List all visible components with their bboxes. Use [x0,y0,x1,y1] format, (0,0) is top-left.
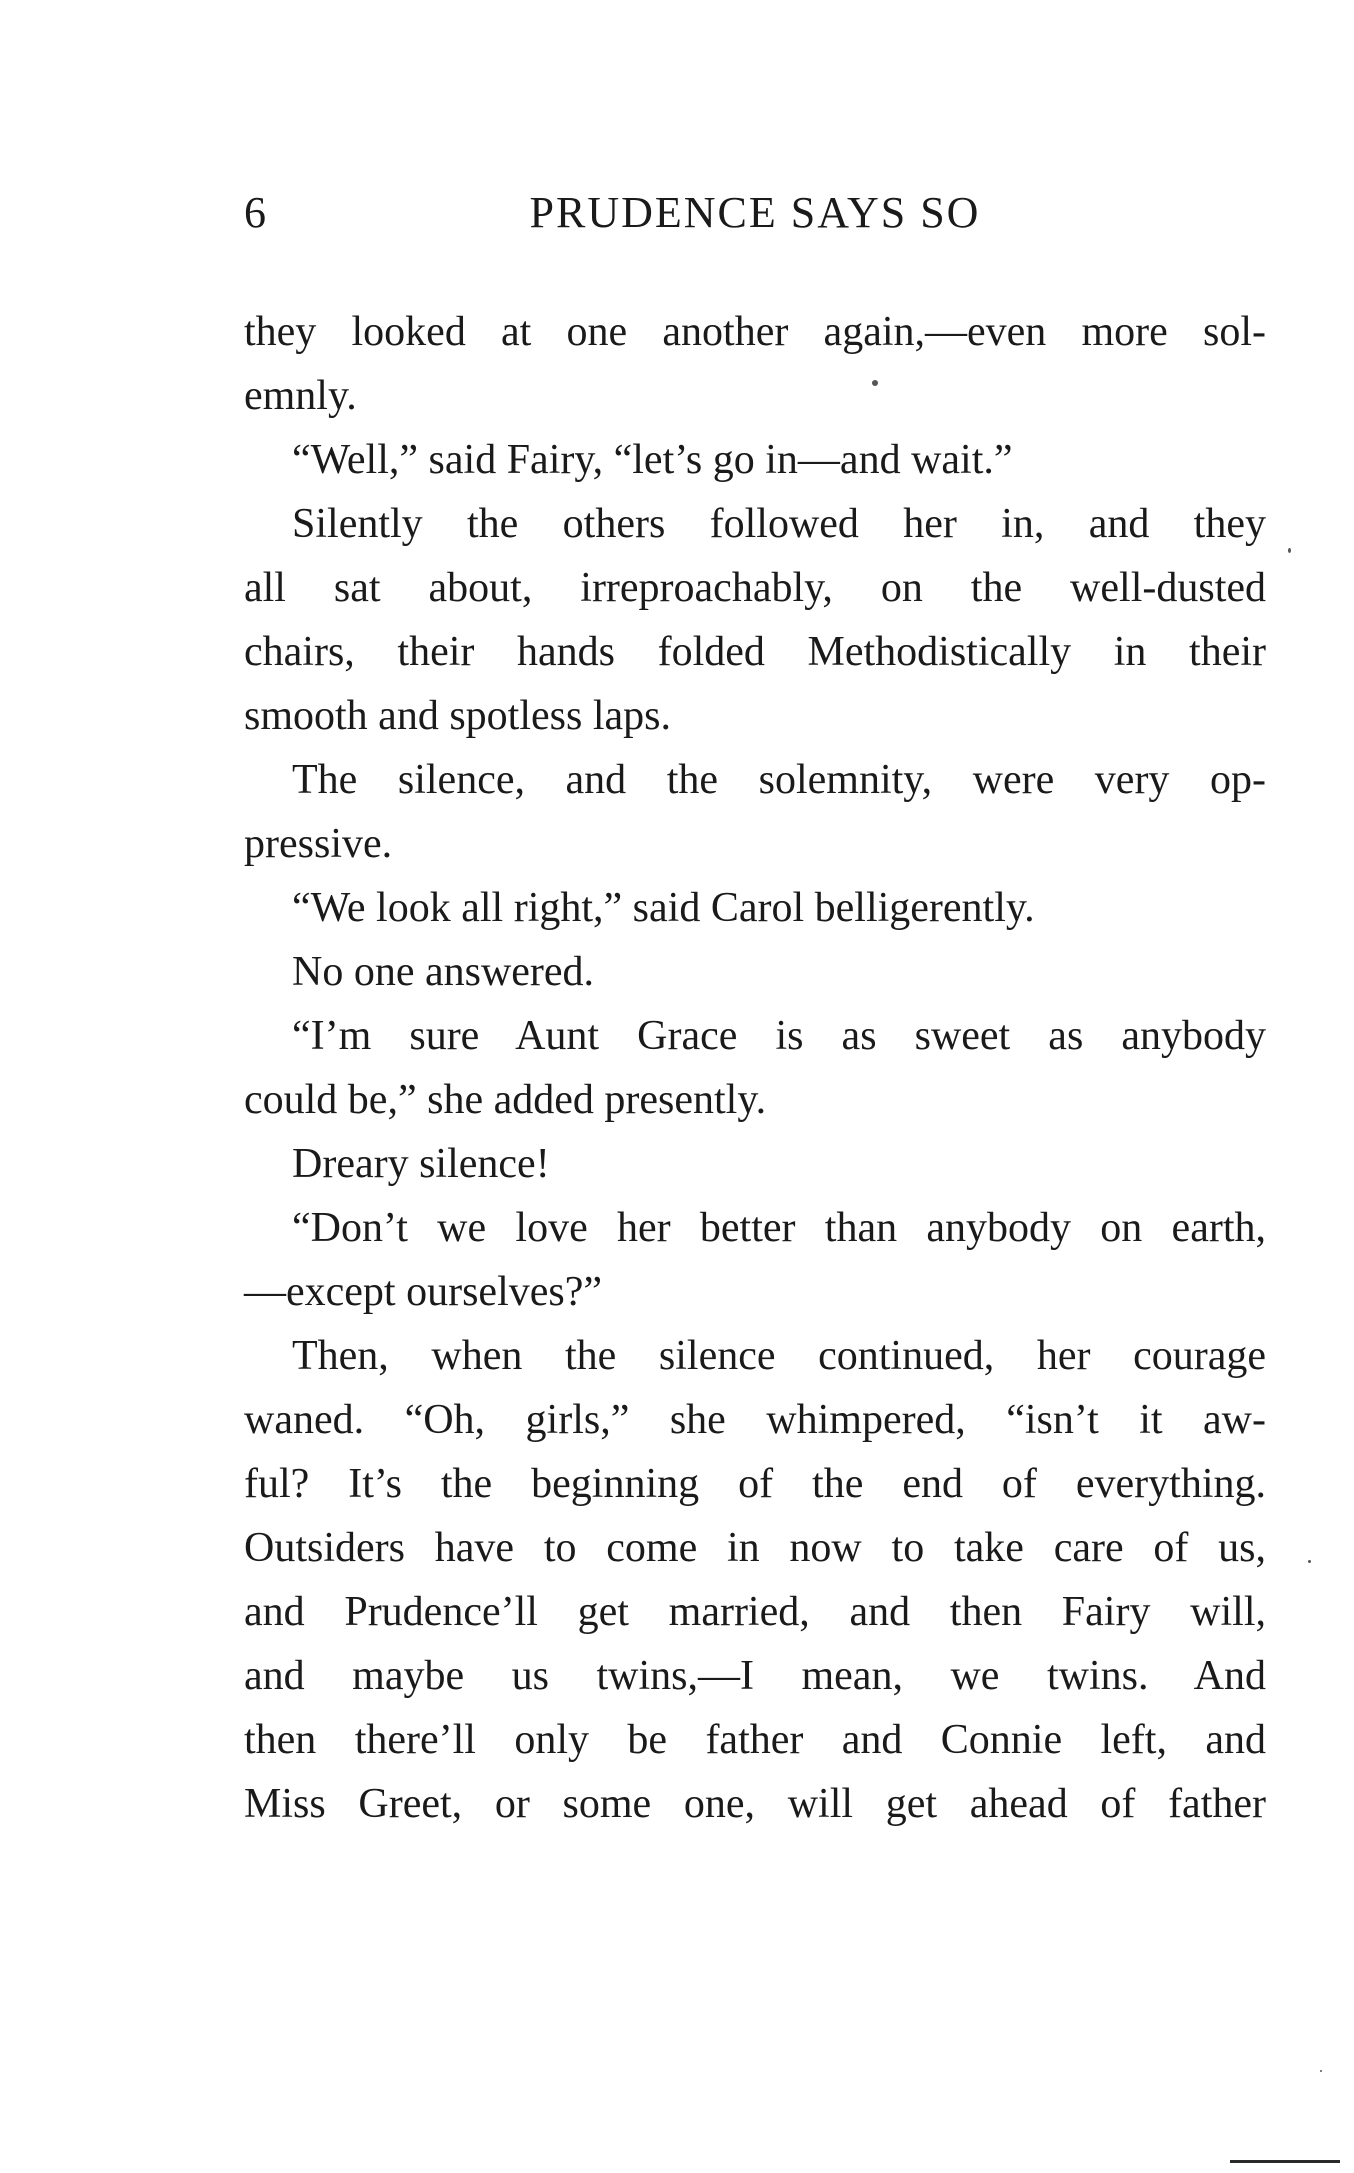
print-speck [1320,2070,1322,2072]
text-line: ful? It’s the beginning of the end of everything. [244,1461,1266,1507]
scan-edge-mark [1230,2160,1340,2163]
text-line: then there’ll only be father and Connie left, and [244,1717,1266,1763]
text-line: Silently the others followed her in, and they [292,501,1266,547]
text-line: The silence, and the solemnity, were very op- [292,757,1266,803]
text-line: No one answered. [292,949,595,995]
text-line: pressive. [244,821,393,867]
text-line: Outsiders have to come in now to take care of us, [244,1525,1266,1571]
text-line: “I’m sure Aunt Grace is as sweet as anybody [292,1013,1266,1059]
text-line: “Don’t we love her better than anybody on earth, [292,1205,1266,1251]
print-speck [1288,548,1291,553]
text-line: “Well,” said Fairy, “let’s go in—and wait.” [292,437,1013,483]
text-line: chairs, their hands folded Methodistically in their [244,629,1266,675]
text-line: waned. “Oh, girls,” she whimpered, “isn’t it aw- [244,1397,1266,1443]
text-line: —except ourselves?” [244,1269,603,1315]
text-line: “We look all right,” said Carol belligerently. [292,885,1035,931]
text-line: Dreary silence! [292,1141,550,1187]
text-line: and maybe us twins,—I mean, we twins. And [244,1653,1266,1699]
text-line: all sat about, irreproachably, on the well-dusted [244,565,1266,611]
text-line: Miss Greet, or some one, will get ahead of father [244,1781,1266,1827]
text-line: they looked at one another again,—even more sol- [244,309,1266,355]
text-line: and Prudence’ll get married, and then Fairy will, [244,1589,1266,1635]
text-line: emnly. [244,373,357,419]
text-line: Then, when the silence continued, her courage [292,1333,1266,1379]
running-head: PRUDENCE SAYS SO [529,188,981,237]
page-number: 6 [244,188,266,237]
page-header [244,188,1266,238]
print-speck [1308,1560,1311,1563]
print-speck [872,380,878,386]
body-text [244,300,1266,1836]
text-line: smooth and spotless laps. [244,693,671,739]
text-line: could be,” she added presently. [244,1077,767,1123]
